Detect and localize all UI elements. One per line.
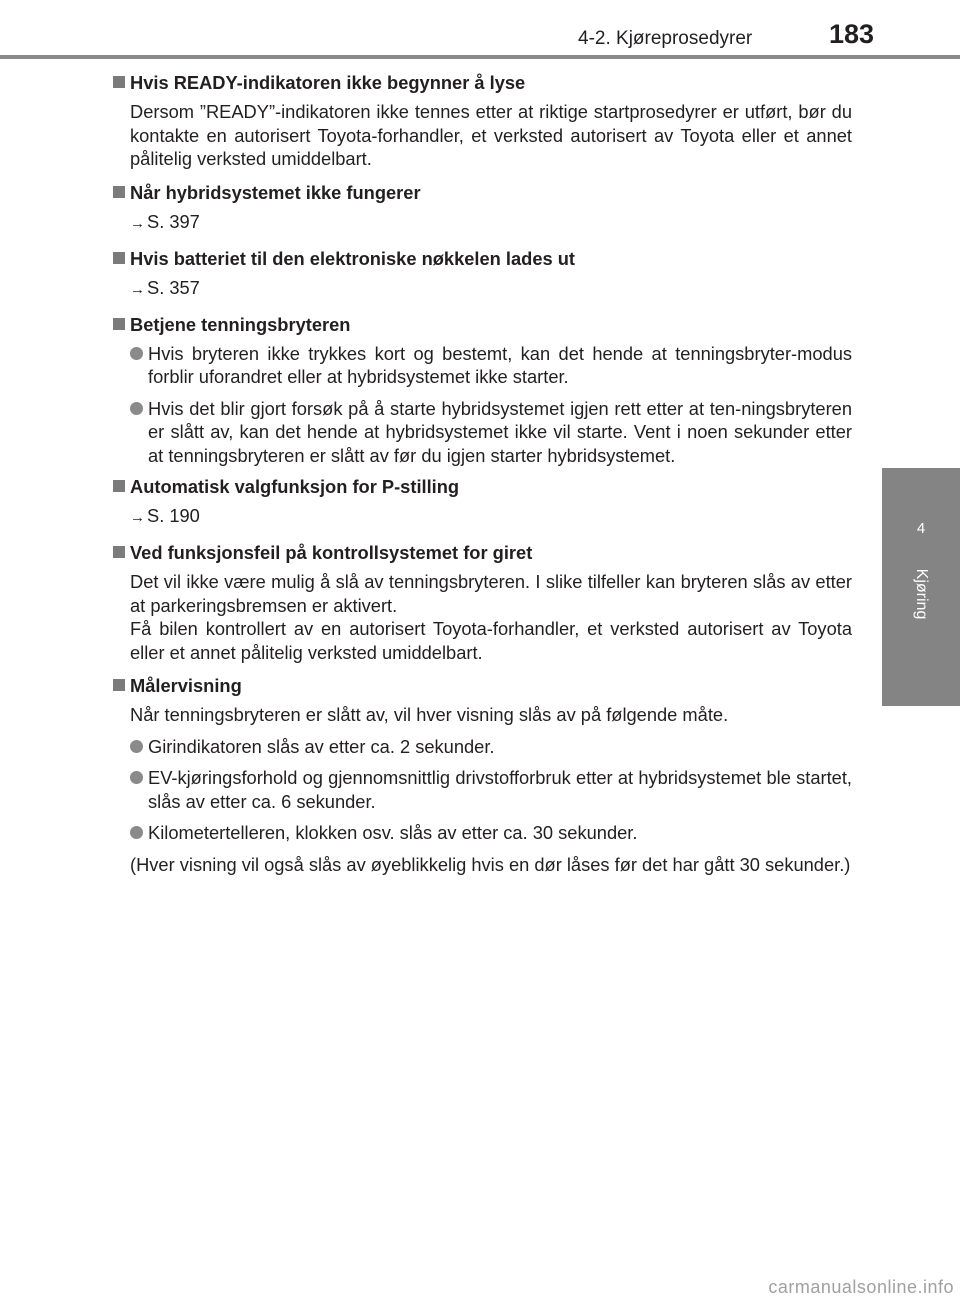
paragraph: (Hver visning vil også slås av øyeblikkelig hvis en dør låses før det har gått 30 sekunder.) (130, 853, 851, 875)
section-heading: Hvis READY-indikatoren ikke begynner å lyse (112, 71, 852, 94)
list-item: Kilometertelleren, klokken osv. slås av etter ca. 30 sekunder. (112, 821, 852, 845)
page-header (0, 0, 960, 60)
bullet-dot-icon (130, 826, 143, 839)
square-bullet-icon (113, 546, 125, 558)
page-number: 183 (829, 19, 875, 49)
section-shift-control-malfunction (112, 541, 852, 664)
list-item: EV-kjøringsforhold og gjennomsnittlig drivstofforbruk etter at hybridsystemet ble startet, slås av etter ca. 6 sekunder. (112, 766, 852, 813)
section-hybrid-not-working (112, 181, 852, 235)
list-item: Hvis bryteren ikke trykkes kort og bestemt, kan det hende at tenningsbryter-modus forblir uforandret eller at hybridsystemet ikke starter. (112, 342, 852, 389)
list-item: Hvis det blir gjort forsøk på å starte hybridsystemet igjen rett etter at ten-ningsbryteren er slått av, kan det hende at hybridsystemet ikke vil starte. Vent i noen sekunder etter at tenningsbryteren er slått av før du igjen starter hybridsystemet. (112, 397, 852, 468)
section-ready-indicator (112, 71, 852, 171)
chapter-label: Kjøring (913, 568, 930, 620)
section-heading: Betjene tenningsbryteren (112, 313, 852, 336)
section-key-battery (112, 247, 852, 301)
arrow-right-icon: → (130, 214, 145, 232)
watermark: carmanualsonline.info (768, 1277, 954, 1297)
header-divider (0, 55, 960, 59)
arrow-right-icon: → (130, 509, 145, 526)
arrow-right-icon: → (130, 280, 145, 298)
section-title: 4-2. Kjøreprosedyrer (578, 28, 753, 49)
section-ignition-switch (112, 313, 852, 468)
square-bullet-icon (113, 186, 125, 198)
section-heading: Ved funksjonsfeil på kontrollsystemet for giret (112, 541, 852, 564)
paragraph: Det vil ikke være mulig å slå av tenningsbryteren. I slike tilfeller kan bryteren slås av etter at parkeringsbremsen er aktivert. (130, 571, 852, 616)
section-heading: Hvis batteriet til den elektroniske nøkkelen lades ut (112, 247, 852, 270)
page-reference: → S. 190 (130, 505, 200, 526)
chapter-tab (882, 468, 960, 706)
bullet-dot-icon (130, 771, 143, 784)
square-bullet-icon (113, 76, 125, 88)
square-bullet-icon (113, 318, 125, 330)
bullet-dot-icon (130, 347, 143, 360)
section-heading: Når hybridsystemet ikke fungerer (112, 181, 852, 204)
square-bullet-icon (113, 679, 125, 691)
page-content (112, 71, 852, 882)
list-item: Girindikatoren slås av etter ca. 2 sekunder. (112, 735, 852, 759)
chapter-number: 4 (916, 520, 926, 537)
page-reference: → S. 397 (130, 210, 200, 232)
paragraph: Når tenningsbryteren er slått av, vil hver visning slås av på følgende måte. (130, 704, 729, 725)
section-heading: Automatisk valgfunksjon for P-stilling (112, 475, 852, 498)
section-heading: Målervisning (112, 674, 852, 697)
square-bullet-icon (113, 480, 125, 492)
paragraph: Få bilen kontrollert av en autorisert Toyota-forhandler, et verksted autorisert av Toyota eller et annet pålitelig verksted umiddelbart. (130, 618, 852, 663)
section-auto-p-position (112, 475, 852, 529)
bullet-dot-icon (130, 402, 143, 415)
paragraph: Dersom ”READY”-indikatoren ikke tennes etter at riktige startprosedyrer er utført, bør du kontakte en autorisert Toyota-forhandler, et verksted autorisert av Toyota eller et annet pålitelig verksted umiddelbart. (130, 101, 852, 169)
section-meter-display (112, 674, 852, 876)
square-bullet-icon (113, 252, 125, 264)
bullet-dot-icon (130, 740, 143, 753)
page-reference: → S. 357 (130, 276, 200, 298)
